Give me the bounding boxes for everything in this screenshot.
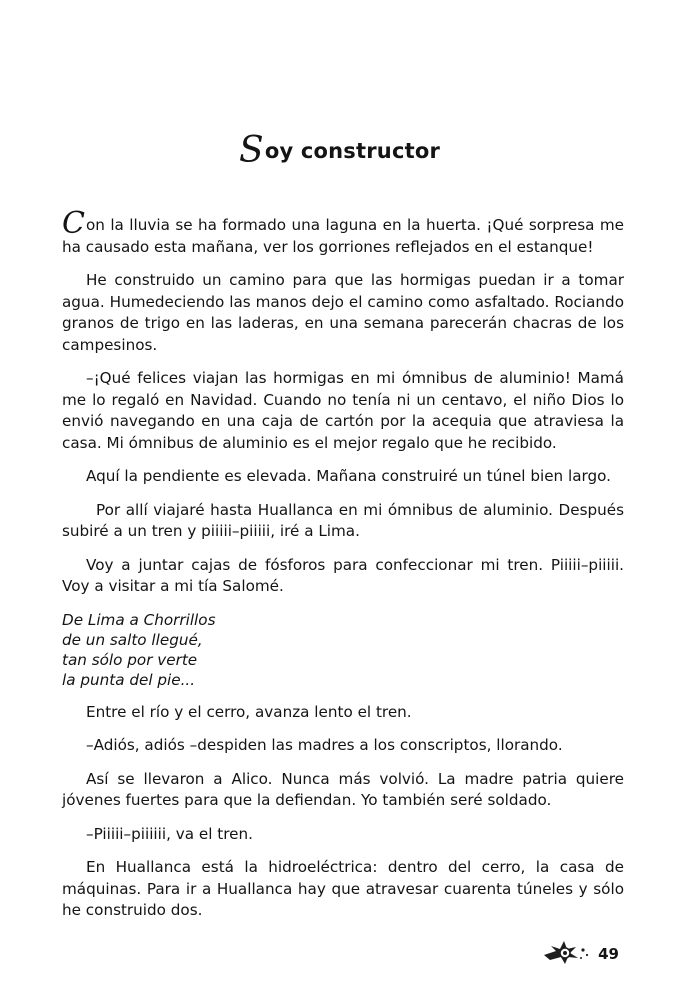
body-text — [62, 206, 624, 934]
paragraph-8: –Adiós, adiós –despiden las madres a los conscriptos, llorando. — [86, 736, 563, 754]
paragraph-10: –Piiiii–piiiiii, va el tren. — [86, 824, 253, 843]
title-rest: oy constructor — [264, 139, 441, 163]
verse-line-2: de un salto llegué, — [62, 630, 203, 649]
paragraph-9: Así se llevaron a Alico. Nunca más volvió. La madre patria quiere jóvenes fuertes para que la defiendan. Yo también seré soldado. — [62, 769, 624, 809]
verse-line-1: De Lima a Chorrillos — [62, 610, 216, 629]
page-title — [0, 130, 679, 171]
paragraph-1 — [62, 206, 624, 258]
paragraph-3: –¡Qué felices viajan las hormigas en mi ómnibus de aluminio! Mamá me lo regaló en Navidad. Cuando no tenía ni un centavo, el niño Dios lo envió navegando en una caja de cartón por la acequia que atraviesa la casa. Mi ómnibus de aluminio es el mejor regalo que he recibido. — [62, 369, 624, 452]
verse-line-3: tan sólo por verte — [62, 650, 198, 669]
verse — [62, 610, 624, 690]
drop-cap: C — [62, 206, 85, 241]
star-ornament-icon — [542, 938, 592, 970]
paragraph-11: En Huallanca está la hidroeléctrica: dentro del cerro, la casa de máquinas. Para ir a Huallanca hay que atravesar cuarenta túneles y sólo he construido dos. — [62, 858, 624, 919]
paragraph-7: Entre el río y el cerro, avanza lento el tren. — [86, 702, 412, 721]
paragraph-4: Aquí la pendiente es elevada. Mañana construiré un túnel bien largo. — [86, 467, 611, 485]
page-number: 49 — [598, 945, 619, 963]
verse-line-4: la punta del pie... — [62, 670, 196, 689]
paragraph-6: Voy a juntar cajas de fósforos para confeccionar mi tren. Piiiii–piiiii. Voy a visitar a mi tía Salomé. — [62, 555, 624, 595]
page-footer — [542, 938, 619, 970]
paragraph-5: Por allí viajaré hasta Huallanca en mi ómnibus de aluminio. Después subiré a un tren y piiiii–piiiii, iré a Lima. — [62, 500, 624, 540]
title-initial: S — [238, 130, 264, 171]
paragraph-2: He construido un camino para que las hormigas puedan ir a tomar agua. Humedeciendo las manos dejo el camino como asfaltado. Rociando granos de trigo en las laderas, en una semana parecerán chacras de los campesinos. — [62, 271, 624, 354]
paragraph-1-text: on la lluvia se ha formado una laguna en la huerta. ¡Qué sorpresa me ha causado esta mañana, ver los gorriones reflejados en el estanque! — [62, 216, 624, 256]
